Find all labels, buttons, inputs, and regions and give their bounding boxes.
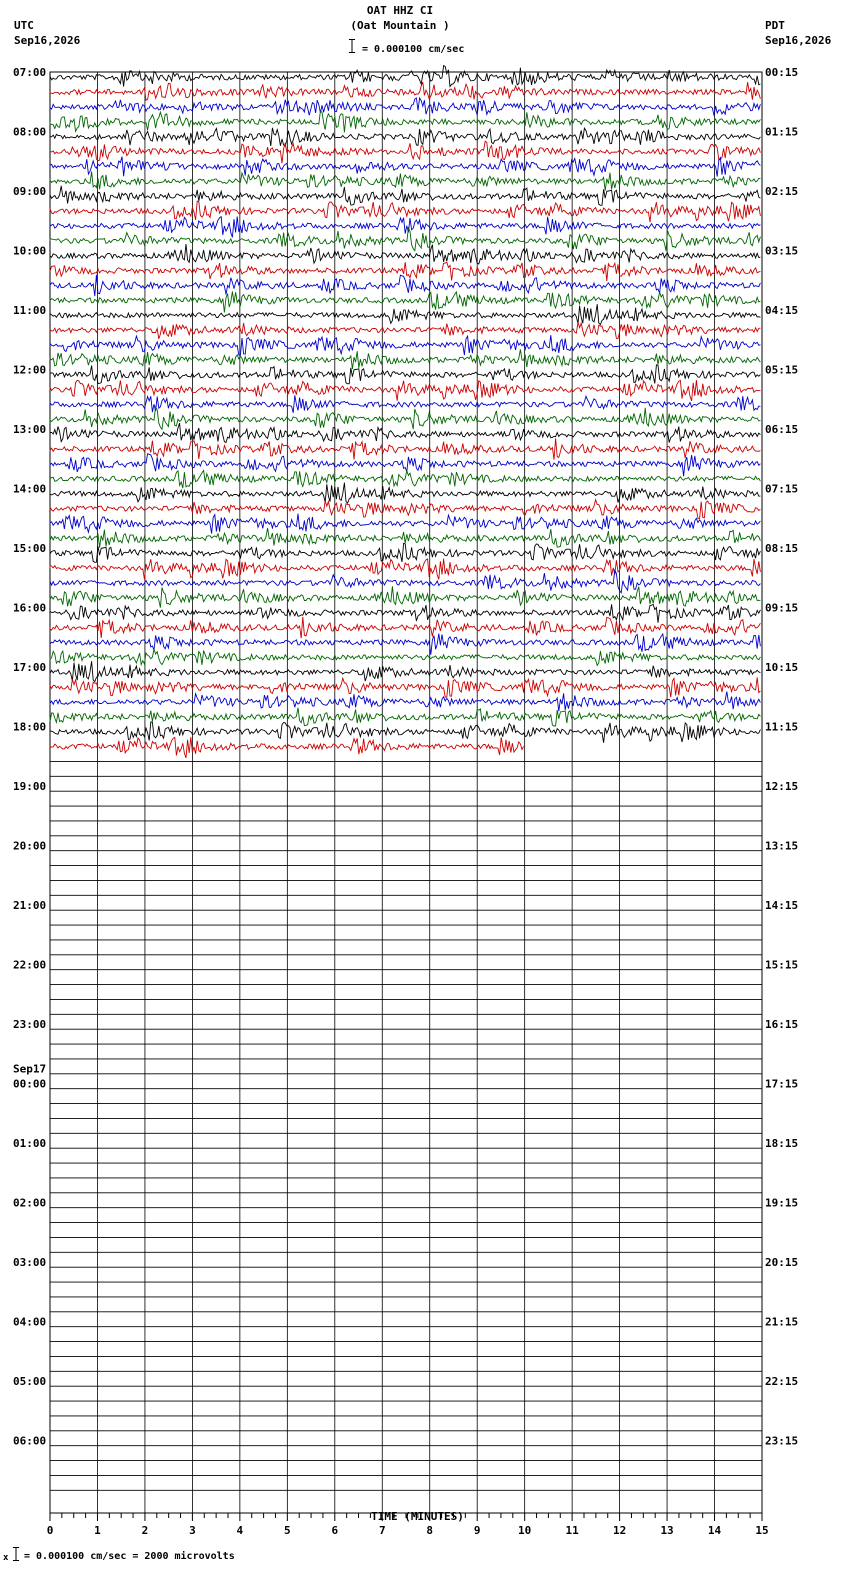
- utc-date: Sep16,2026: [14, 34, 81, 47]
- pdt-hour-label: 12:15: [765, 780, 799, 793]
- utc-hour-label: 14:00: [13, 482, 47, 496]
- utc-hour-label: 10:00: [13, 244, 47, 258]
- seismogram-trace: [50, 172, 760, 191]
- pdt-hour-label: 04:15: [765, 304, 799, 317]
- seismogram-trace: [50, 708, 760, 726]
- utc-label: UTC: [14, 19, 34, 32]
- pdt-hour-label: 01:15: [765, 125, 799, 139]
- seismogram-trace: [50, 201, 760, 222]
- seismogram-trace: [50, 244, 760, 264]
- pdt-hour-label: 14:15: [765, 899, 799, 912]
- footer-scale-note: = 0.000100 cm/sec = 2000 microvolts: [24, 1551, 235, 1562]
- pdt-hour-label: 03:15: [765, 244, 799, 258]
- seismogram-trace: [50, 454, 760, 477]
- seismogram-trace: [50, 500, 760, 519]
- seismogram-trace: [50, 423, 760, 442]
- utc-hour-label: 09:00: [13, 185, 47, 198]
- seismogram-trace: [50, 634, 760, 655]
- x-tick-label: 12: [612, 1524, 627, 1537]
- utc-hour-label: 04:00: [13, 1315, 47, 1329]
- seismogram-trace: [50, 692, 760, 712]
- seismogram-trace: [50, 141, 760, 163]
- svg-text:x: x: [3, 1553, 9, 1562]
- seismogram-trace: [50, 604, 760, 622]
- x-tick-label: 9: [473, 1524, 481, 1537]
- utc-hour-label: 03:00: [13, 1256, 47, 1269]
- pdt-hour-label: 22:15: [765, 1375, 799, 1388]
- pdt-hour-label: 07:15: [765, 482, 799, 496]
- footer-scale-icon: [3, 1546, 21, 1562]
- pdt-date: Sep16,2026: [765, 34, 832, 47]
- pdt-hour-label: 08:15: [765, 542, 799, 555]
- utc-hour-label: 21:00: [13, 899, 47, 912]
- seismogram-trace: [50, 380, 760, 401]
- pdt-hour-label: 20:15: [765, 1256, 799, 1269]
- seismogram-trace: [50, 470, 760, 488]
- utc-hour-label: 11:00: [13, 304, 47, 317]
- seismogram-trace: [50, 559, 760, 580]
- x-tick-label: 8: [426, 1524, 434, 1537]
- seismogram-trace: [50, 98, 760, 116]
- pdt-hour-label: 13:15: [765, 839, 799, 853]
- seismogram-trace: [50, 661, 760, 682]
- scale-text: = 0.000100 cm/sec: [362, 44, 465, 55]
- utc-hour-label: 06:00: [13, 1434, 47, 1448]
- utc-hour-label: 18:00: [13, 720, 47, 734]
- utc-hour-label: 02:00: [13, 1196, 47, 1210]
- pdt-hour-label: 09:15: [765, 601, 799, 615]
- seismogram-trace: [50, 128, 760, 146]
- seismogram-trace: [50, 365, 760, 384]
- pdt-hour-label: 11:15: [765, 720, 799, 734]
- seismogram-trace: [50, 407, 760, 430]
- pdt-hour-label: 06:15: [765, 423, 799, 436]
- utc-hour-label: 22:00: [13, 958, 47, 972]
- x-tick-label: 2: [141, 1524, 149, 1537]
- x-tick-label: 1: [94, 1524, 101, 1537]
- seismogram-traces: [50, 66, 762, 1491]
- pdt-hour-label: 23:15: [765, 1434, 799, 1448]
- utc-hour-label: 01:00: [13, 1137, 47, 1150]
- seismogram-trace: [50, 737, 524, 758]
- pdt-hour-label: 21:15: [765, 1315, 799, 1329]
- pdt-hour-label: 16:15: [765, 1018, 799, 1031]
- seismogram-trace: [50, 722, 760, 743]
- station-title: OAT HHZ CI: [366, 4, 434, 17]
- pdt-hour-label: 00:15: [765, 66, 799, 79]
- utc-day-change-label: Sep17: [13, 1062, 47, 1076]
- utc-hour-label: 13:00: [13, 423, 47, 436]
- seismogram-trace: [50, 514, 760, 534]
- pdt-hour-label: 02:15: [765, 185, 799, 198]
- utc-hour-label: 23:00: [13, 1018, 47, 1031]
- x-tick-label: 10: [518, 1524, 532, 1537]
- x-tick-label: 7: [378, 1524, 386, 1537]
- seismogram-trace: [50, 291, 760, 312]
- seismogram-trace: [50, 649, 760, 665]
- station-location: (Oat Mountain ): [350, 19, 450, 32]
- pdt-hour-label: 18:15: [765, 1137, 799, 1150]
- x-tick-label: 3: [189, 1524, 196, 1537]
- seismogram-trace: [50, 304, 760, 325]
- pdt-hour-label: 17:15: [765, 1077, 799, 1091]
- pdt-hour-label: 10:15: [765, 661, 799, 674]
- seismogram-trace: [50, 483, 760, 504]
- seismogram-trace: [50, 349, 760, 369]
- utc-hour-label: 19:00: [13, 780, 47, 793]
- utc-hour-label: 15:00: [13, 542, 47, 555]
- seismogram-trace: [50, 677, 760, 697]
- utc-hour-label: 05:00: [13, 1375, 47, 1388]
- x-tick-label: 14: [707, 1524, 722, 1537]
- seismogram-trace: [50, 275, 760, 296]
- seismogram-trace: [50, 186, 760, 206]
- seismogram-trace: [50, 157, 760, 177]
- pdt-hour-label: 19:15: [765, 1196, 799, 1210]
- seismogram-trace: [50, 66, 760, 87]
- x-tick-label: 13: [660, 1524, 674, 1537]
- pdt-hour-label: 15:15: [765, 958, 799, 972]
- seismogram-trace: [50, 570, 760, 593]
- utc-hour-label: 07:00: [13, 66, 47, 79]
- seismogram-trace: [50, 262, 760, 281]
- seismogram-trace: [50, 617, 760, 638]
- x-tick-label: 15: [755, 1524, 769, 1537]
- pdt-label: PDT: [765, 19, 785, 32]
- pdt-hour-label: 05:15: [765, 363, 799, 377]
- seismogram-trace: [50, 586, 760, 607]
- seismogram-trace: [50, 438, 760, 459]
- seismogram-trace: [50, 543, 760, 562]
- utc-hour-label: 12:00: [13, 363, 47, 377]
- x-tick-label: 0: [46, 1524, 54, 1537]
- utc-hour-label: 08:00: [13, 125, 47, 139]
- seismogram-trace: [50, 217, 760, 238]
- x-tick-label: 6: [331, 1524, 339, 1537]
- utc-hour-label: 00:00: [13, 1077, 47, 1091]
- utc-hour-label: 20:00: [13, 839, 47, 853]
- seismogram-trace: [50, 82, 760, 100]
- x-tick-label: 5: [284, 1524, 291, 1537]
- seismogram-trace: [50, 335, 760, 355]
- seismogram-trace: [50, 395, 760, 413]
- utc-hour-label: 16:00: [13, 601, 47, 615]
- utc-hour-label: 17:00: [13, 661, 47, 674]
- x-tick-label: 4: [236, 1524, 244, 1537]
- seismogram-trace: [50, 111, 760, 132]
- seismogram-trace: [50, 322, 760, 339]
- x-axis-label: TIME (MINUTES): [371, 1510, 464, 1523]
- x-tick-label: 11: [565, 1524, 579, 1537]
